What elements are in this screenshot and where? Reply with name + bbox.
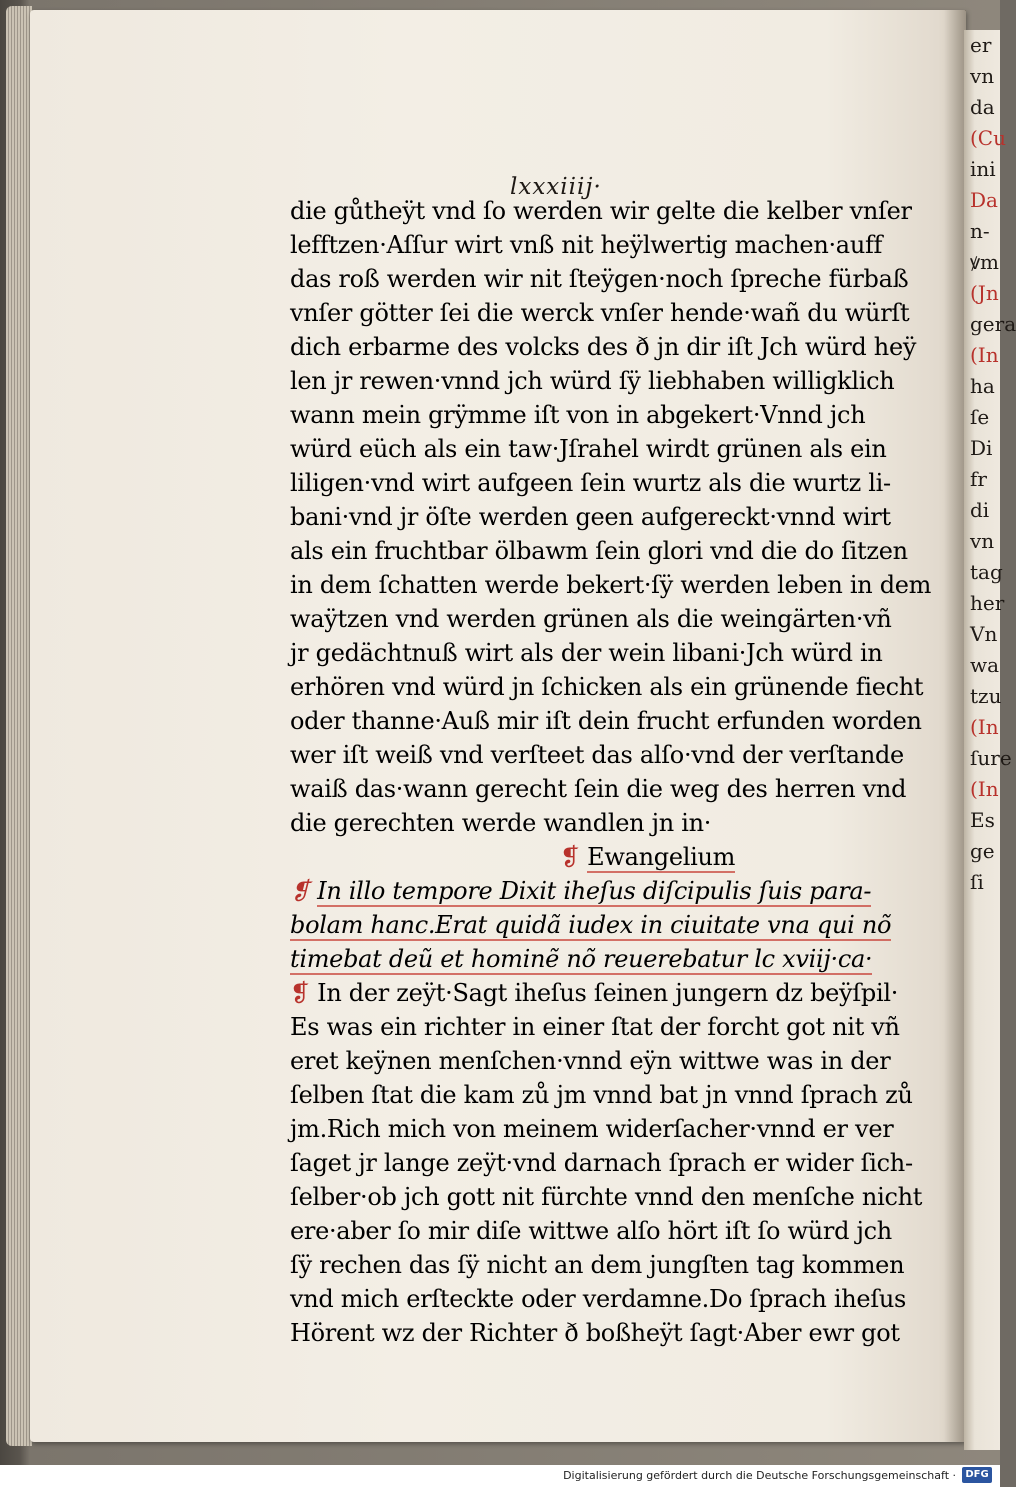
body-line	[290, 398, 930, 432]
body-line	[290, 330, 930, 364]
body-line	[290, 500, 930, 534]
german-line	[290, 1316, 930, 1350]
text-column	[290, 194, 930, 1350]
body-line	[290, 772, 930, 806]
german-line-text: jm.Rich mich von meinem widerſacher·vnnd er ver	[290, 1115, 894, 1143]
body-line-text: waiß das·wann gerecht ſein die weg des herren vnd	[290, 775, 907, 803]
german-line-text: ere·aber ſo mir diſe wittwe alſo hört iſt ſo würd jch	[290, 1217, 892, 1245]
body-line-text: die gerechten werde wandlen jn in·	[290, 809, 712, 837]
body-line-text: würd eüch als ein taw·Jſrahel wirdt grünen als ein	[290, 435, 887, 463]
facing-page-edge	[964, 30, 1016, 1450]
german-line-text: ſelben ſtat die kam zů jm vnnd bat jn vnnd ſprach zů	[290, 1081, 913, 1109]
body-line-text: oder thanne·Auß mir iſt dein frucht erfunden worden	[290, 707, 922, 735]
german-line	[290, 1112, 930, 1146]
body-line-text: waÿtzen vnd werden grünen als die weingärten·vñ	[290, 605, 892, 633]
german-line-text: vnd mich erſteckte oder verdamne.Do ſprach iheſus	[290, 1285, 907, 1313]
facing-page-fragment: Da	[970, 188, 998, 212]
latin-line-text: bolam hanc.Erat quidã iudex in ciuitate vna qui nõ	[290, 911, 892, 939]
german-line	[290, 976, 930, 1010]
facing-page-fragment: ini	[970, 157, 996, 181]
body-line	[290, 534, 930, 568]
facing-page-fragment: ꝟm	[970, 250, 1000, 274]
body-line	[290, 636, 930, 670]
facing-page-fragment: vn	[970, 529, 995, 553]
german-line	[290, 1044, 930, 1078]
facing-page-fragment: n-	[970, 219, 990, 243]
body-line-text: die gůtheÿt vnd ſo werden wir gelte die kelber vnſer	[290, 197, 912, 225]
body-line	[290, 466, 930, 500]
facing-page-fragment: ha	[970, 374, 995, 398]
facing-page-fragment: her	[970, 591, 1005, 615]
body-line-text: dich erbarme des volcks des ð jn dir iſt Jch würd heÿ	[290, 333, 917, 361]
latin-line-text: In illo tempore Dixit iheſus diſcipulis ſuis para-	[317, 877, 872, 905]
body-line	[290, 262, 930, 296]
facing-page-fragment: fr	[970, 467, 987, 491]
facing-page-fragment: Di	[970, 436, 993, 460]
german-line	[290, 1010, 930, 1044]
body-line-text: das roß werden wir nit ſteÿgen·noch ſpreche fürbaß	[290, 265, 909, 293]
paragraph-mark-icon: ❡	[290, 979, 318, 1007]
body-line	[290, 602, 930, 636]
german-line-text: Hörent wz der Richter ð boßheÿt ſagt·Aber ewr got	[290, 1319, 900, 1347]
facing-page-fragment: (In	[970, 777, 999, 801]
latin-line	[290, 908, 930, 942]
facing-page-fragment: ſure	[970, 746, 1012, 770]
facing-page-fragment: (Cu	[970, 126, 1006, 150]
german-line	[290, 1146, 930, 1180]
rubric-heading	[290, 840, 930, 874]
body-line	[290, 228, 930, 262]
latin-line	[290, 874, 930, 908]
body-line-text: vnſer götter ſei die werck vnſer hende·wañ du würſt	[290, 299, 910, 327]
german-line	[290, 1180, 930, 1214]
facing-page-fragment: (In	[970, 715, 999, 739]
german-line-text: ſelber·ob jch gott nit fürchte vnnd den menſche nicht	[290, 1183, 923, 1211]
facing-page-fragment: (In	[970, 343, 999, 367]
body-line-text: len jr rewen·vnnd jch würd ſÿ liebhaben willigklich	[290, 367, 895, 395]
rubric-heading-text: Ewangelium	[587, 843, 736, 871]
facing-page-fragment: wa	[970, 653, 1000, 677]
facing-page-fragment: Vn	[970, 622, 998, 646]
german-line	[290, 1214, 930, 1248]
body-line-text: wann mein grÿmme iſt von in abgekert·Vnnd jch	[290, 401, 866, 429]
paragraph-mark-icon: ❡	[560, 843, 588, 871]
facing-page-fragment: ſi	[970, 870, 984, 894]
footer-credit: Digitalisierung gefördert durch die Deutsche Forschungsgemeinschaft ·	[563, 1469, 956, 1482]
folio-number: lxxxiiij·	[510, 174, 602, 200]
facing-page-fragment: tzu	[970, 684, 1002, 708]
body-line	[290, 568, 930, 602]
german-line-text: ſÿ rechen das ſÿ nicht an dem jungſten tag kommen	[290, 1251, 905, 1279]
body-line	[290, 364, 930, 398]
body-line-text: jr gedächtnuß wirt als der wein libani·Jch würd in	[290, 639, 883, 667]
body-line-text: lefftzen·Aſſur wirt vnß nit heÿlwertig machen·auff	[290, 231, 883, 259]
facing-page-fragment: er	[970, 33, 992, 57]
german-line	[290, 1078, 930, 1112]
body-line-text: bani·vnd jr öſte werden geen aufgereckt·vnnd wirt	[290, 503, 891, 531]
body-line-text: in dem ſchatten werde bekert·ſÿ werden leben in dem	[290, 571, 932, 599]
body-line	[290, 296, 930, 330]
body-line	[290, 738, 930, 772]
latin-line	[290, 942, 930, 976]
german-line	[290, 1282, 930, 1316]
body-line-text: liligen·vnd wirt aufgeen ſein wurtz als die wurtz li-	[290, 469, 891, 497]
facing-page-fragment: ſe	[970, 405, 990, 429]
german-line-text: eret keÿnen menſchen·vnnd eÿn wittwe was in der	[290, 1047, 891, 1075]
german-line	[290, 1248, 930, 1282]
german-line-text: Es was ein richter in einer ſtat der forcht got nit vñ	[290, 1013, 900, 1041]
facing-page-fragment: Es	[970, 808, 995, 832]
german-line-text: ſaget jr lange zeÿt·vnd darnach ſprach er wider ſich-	[290, 1149, 913, 1177]
facing-page-fragment: di	[970, 498, 990, 522]
body-line	[290, 806, 930, 840]
facing-page-fragment: gera	[970, 312, 1016, 336]
facing-page-fragment: vn	[970, 64, 995, 88]
book-page-edges	[6, 6, 32, 1446]
facing-page-fragment: ge	[970, 839, 995, 863]
gutter-shadow	[944, 10, 966, 1442]
body-line-text: als ein fruchtbar ölbawm ſein glori vnd die do ſitzen	[290, 537, 908, 565]
latin-line-text: timebat deũ et hominẽ nõ reuerebatur lc xviij·ca·	[290, 945, 873, 973]
facing-page-fragment: da	[970, 95, 995, 119]
paragraph-mark-icon: ❡	[290, 877, 318, 905]
facing-page-fragment: tag	[970, 560, 1003, 584]
facing-page-fragment: (Jn	[970, 281, 999, 305]
german-line-text: In der zeÿt·Sagt iheſus ſeinen jungern dz beÿſpil·	[317, 979, 899, 1007]
body-line	[290, 704, 930, 738]
body-line-text: wer iſt weiß vnd verſteet das alſo·vnd der verſtande	[290, 741, 904, 769]
dfg-logo: DFG	[962, 1467, 992, 1483]
body-line	[290, 194, 930, 228]
body-line-text: erhören vnd würd jn ſchicken als ein grünende fiecht	[290, 673, 924, 701]
body-line	[290, 432, 930, 466]
body-line	[290, 670, 930, 704]
